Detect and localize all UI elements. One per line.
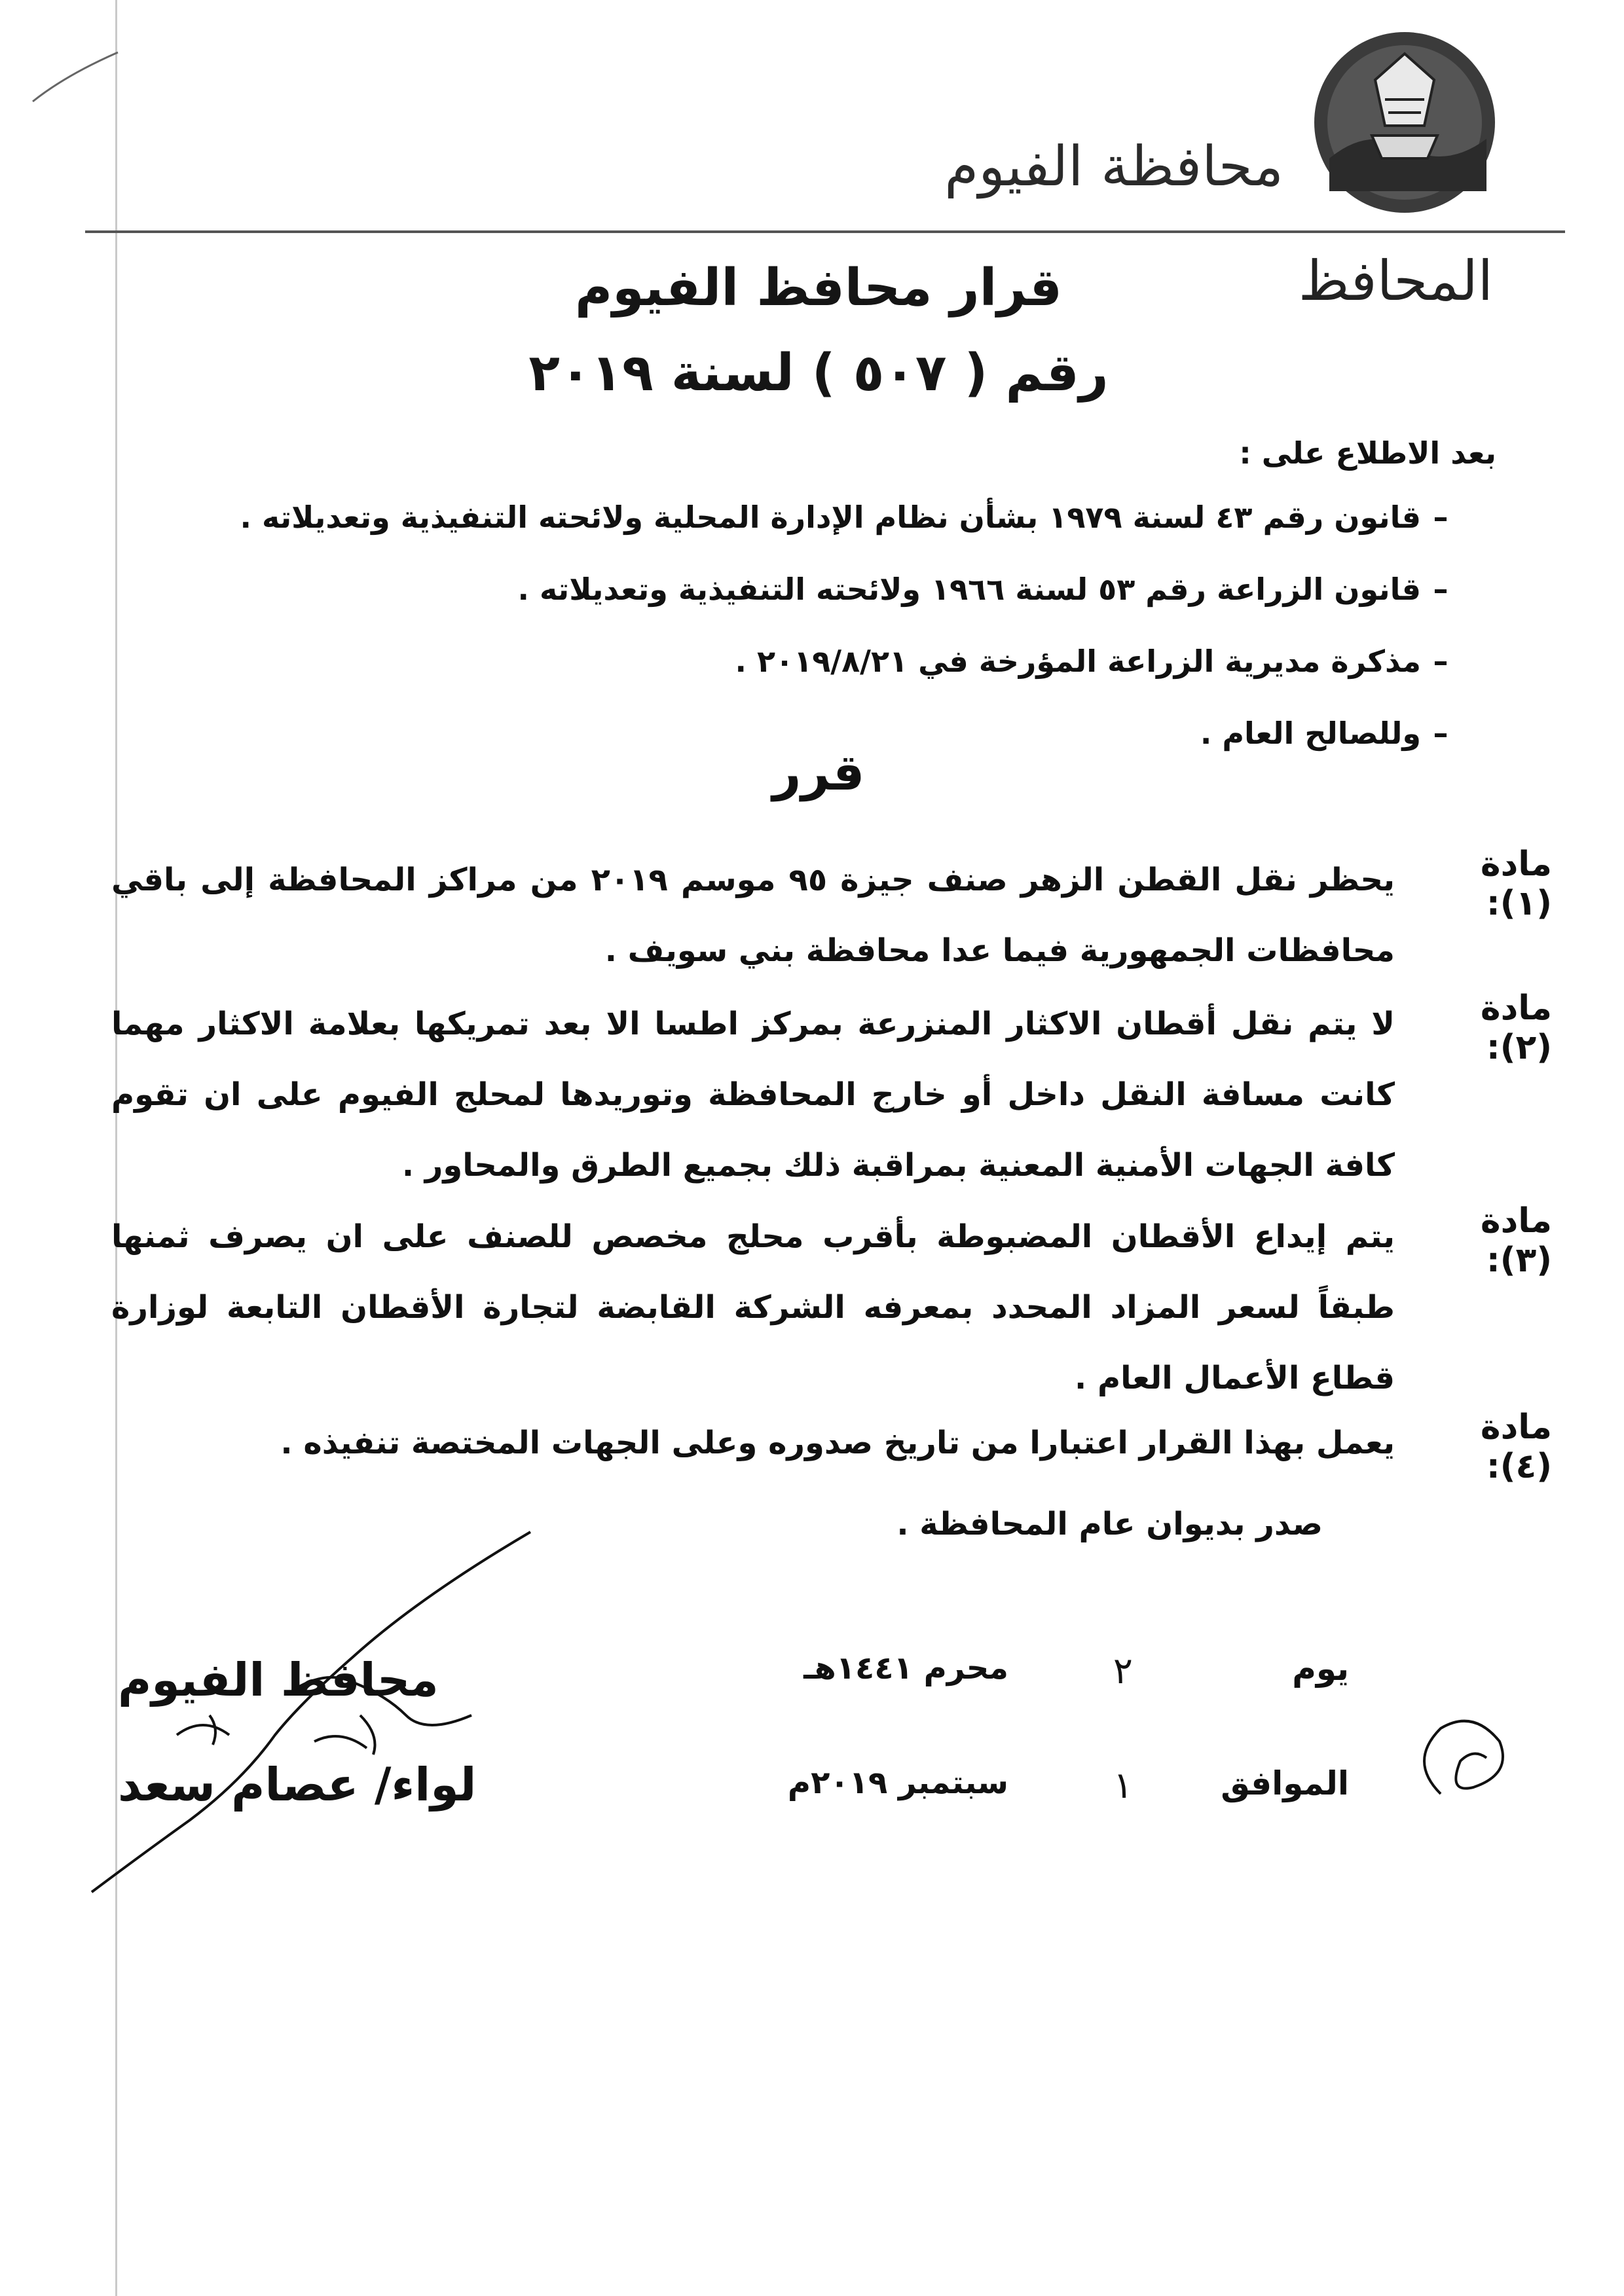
header-divider xyxy=(85,230,1565,233)
office-title: المحافظ xyxy=(1298,249,1493,313)
reference-item: –مذكرة مديرية الزراعة المؤرخة في ٢٠١٩/٨/٢١ . xyxy=(735,644,1449,679)
issued-statement: صدر بديوان عام المحافظة . xyxy=(896,1506,1323,1542)
corresponding-label: الموافق xyxy=(1221,1764,1349,1802)
decree-title: قرار محافظ الفيوم xyxy=(574,259,1062,318)
reference-item: –قانون الزراعة رقم ٥٣ لسنة ١٩٦٦ ولائحته التنفيذية وتعديلاته . xyxy=(517,572,1449,607)
reference-text: مذكرة مديرية الزراعة المؤرخة في ٢٠١٩/٨/٢١ . xyxy=(735,644,1421,679)
reference-list xyxy=(183,494,1460,782)
article-label: مادة (٤): xyxy=(1480,1408,1552,1486)
initials-scribble-icon xyxy=(1401,1696,1519,1813)
handwritten-signature-icon xyxy=(79,1519,550,1899)
signer-name: لواء/ عصام سعد xyxy=(118,1758,477,1812)
governorate-name: محافظة الفيوم xyxy=(944,134,1283,198)
article-text: يعمل بهذا القرار اعتبارا من تاريخ صدوره وعلى الجهات المختصة تنفيذه . xyxy=(280,1425,1395,1461)
corner-pen-mark-icon xyxy=(26,39,124,111)
decided-heading: قرر xyxy=(772,743,865,801)
gregorian-day: ١ xyxy=(1113,1764,1133,1807)
date-block xyxy=(629,1650,1349,1846)
preamble-intro: بعد الاطلاع على : xyxy=(1239,435,1496,471)
gregorian-month-year: سبتمبر ٢٠١٩م xyxy=(787,1764,1008,1801)
reference-item: –وللصالح العام . xyxy=(1200,716,1449,751)
governorate-seal-icon xyxy=(1310,27,1500,217)
signer-title: محافظ الفيوم xyxy=(118,1653,439,1707)
reference-text: وللصالح العام . xyxy=(1200,716,1421,751)
day-label: يوم xyxy=(1292,1650,1349,1688)
article-label: مادة (٣): xyxy=(1480,1201,1552,1280)
reference-text: قانون الزراعة رقم ٥٣ لسنة ١٩٦٦ ولائحته التنفيذية وتعديلاته . xyxy=(517,572,1421,607)
article-text: يحظر نقل القطن الزهر صنف جيزة ٩٥ موسم ٢٠١٩ من مراكز المحافظة إلى باقي محافظات الجمهورية فيما عدا محافظة بني سويف . xyxy=(111,862,1395,969)
reference-text: قانون رقم ٤٣ لسنة ١٩٧٩ بشأن نظام الإدارة المحلية ولائحته التنفيذية وتعديلاته . xyxy=(240,500,1421,535)
hijri-month-year: محرم ١٤٤١هـ xyxy=(803,1650,1008,1686)
reference-item: –قانون رقم ٤٣ لسنة ١٩٧٩ بشأن نظام الإدارة المحلية ولائحته التنفيذية وتعديلاته . xyxy=(240,500,1449,535)
article-label: مادة (١): xyxy=(1480,845,1552,923)
article-text: يتم إيداع الأقطان المضبوطة بأقرب محلج مخصص للصنف على ان يصرف ثمنها طبقاً لسعر المزاد المحدد بمعرفه الشركة القابضة لتجارة الأقطان التابعة لوزارة قطاع الأعمال العام . xyxy=(111,1218,1395,1396)
article-text: لا يتم نقل أقطان الاكثار المنزرعة بمركز اطسا الا بعد تمريكها بعلامة الاكثار مهما كانت مسافة النقل داخل أو خارج المحافظة وتوريدها لمحلج الفيوم على ان تقوم كافة الجهات الأمنية المعنية بمراقبة ذلك بجميع الطرق والمحاور . xyxy=(111,1006,1395,1184)
hijri-day: ٢ xyxy=(1113,1650,1133,1692)
article-label: مادة (٢): xyxy=(1480,989,1552,1067)
decree-number: رقم ( ٥٠٧ ) لسنة ٢٠١٩ xyxy=(528,344,1109,403)
